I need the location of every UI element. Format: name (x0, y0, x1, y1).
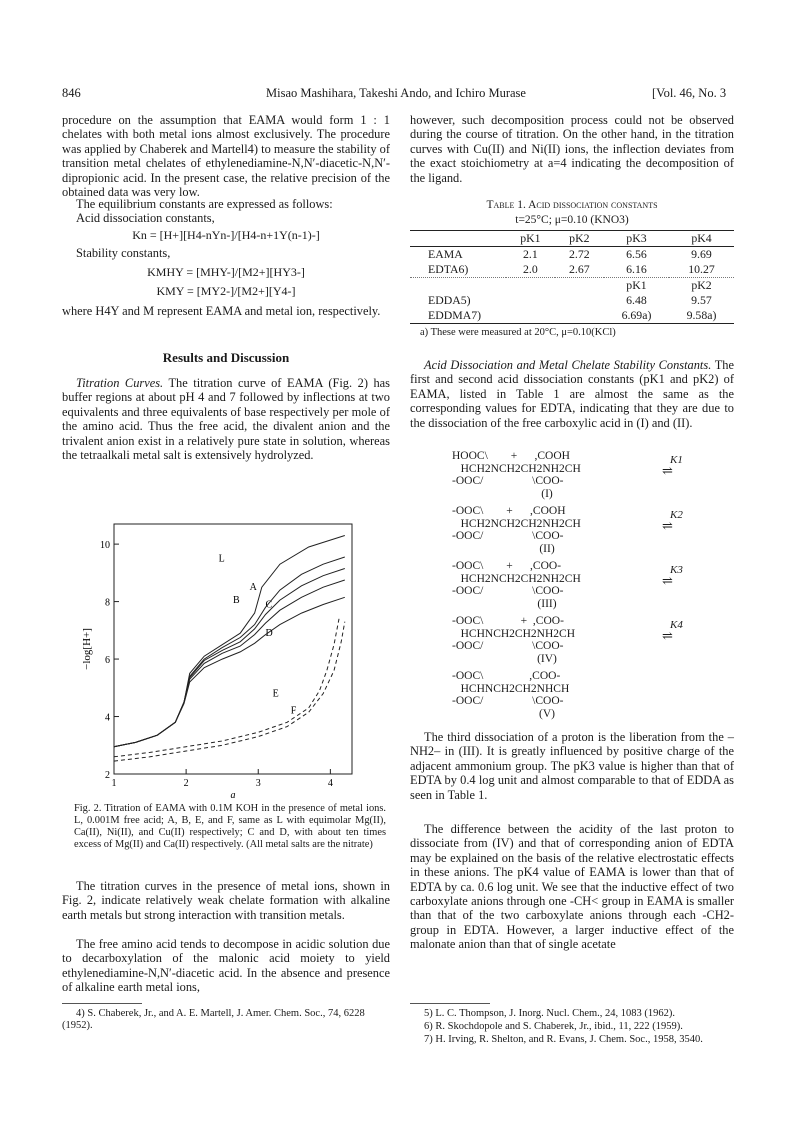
footnote-7: 7) H. Irving, R. Shelton, and R. Evans, J. Chem. Soc., 1958, 3540. (424, 1034, 703, 1045)
species-v (452, 670, 712, 725)
figure-caption: Fig. 2. Titration of EAMA with 0.1M KOH in the presence of metal ions. L, 0.001M free acid; A, B, E, and F, same as L with equimolar Mg(II), Ca(II), Ni(II), and Cu(II) respectively; C and D, with about ten times excess of Mg(II) and Ca(II) respectively. (All metal salts are the nitrate) (74, 803, 386, 850)
table-row (410, 308, 734, 324)
titration-text: The titration curve of EAMA (Fig. 2) has buffer regions at about pH 4 and 7 followed by inflections at two equivalents and three equivalents of base respectively per mole of the amino acid. Thus the free acid, the divalent anion and the trivalent anion exist in a relatively pure state in solution, whereas the tetraalkali metal salt is extensively hydrolyzed. (62, 376, 391, 463)
species-bot: -OOC/ \COO- (452, 640, 564, 652)
figure-2 (62, 510, 390, 800)
footnote-rule-right (410, 1003, 490, 1004)
series-line-d (114, 597, 345, 746)
y-axis-label: −log[H+] (81, 628, 93, 670)
table-cell: 2.0 (522, 262, 538, 276)
left-paragraph-4: Stability constants, (76, 246, 171, 260)
table-cell: 10.27 (688, 262, 715, 276)
left-paragraph-3: Acid dissociation constants, (76, 211, 215, 225)
table-header-row (410, 231, 734, 247)
equation-kmhy: KMHY = [MHY-]/[M2+][HY3-] (147, 265, 305, 279)
table-cell: 6.16 (626, 262, 647, 276)
subheading-acid-dissociation: Acid Dissociation and Metal Chelate Stability Constants. (424, 358, 712, 372)
species-mid: HCHNCH2CH2NH2CH (452, 627, 575, 640)
series-label-e: E (272, 688, 279, 700)
series-line-a (114, 557, 345, 747)
species-top: HOOC\ + ,COOH (452, 450, 570, 462)
table-header-cell: pK1 (520, 231, 541, 245)
equation-kmy: KMY = [MY2-]/[M2+][Y4-] (156, 284, 296, 298)
y-tick-label: 2 (105, 770, 110, 781)
series-label-b: B (233, 595, 240, 607)
x-tick-label: 3 (255, 778, 261, 789)
table-cell: 9.69 (691, 247, 712, 261)
species-ii (452, 505, 712, 560)
table-header-cell (555, 278, 604, 294)
series-label-f: F (290, 705, 297, 717)
running-head-authors: Misao Mashihara, Takeshi Ando, and Ichiro Murase (266, 86, 526, 100)
table-header-cell: pK2 (569, 231, 590, 245)
species-top: -OOC\ + ,COO- (452, 615, 564, 627)
y-tick-label: 8 (105, 597, 110, 609)
table-row (410, 293, 734, 308)
footnote-5: 5) L. C. Thompson, J. Inorg. Nucl. Chem., 24, 1083 (1962). (424, 1008, 676, 1019)
series-line-l (114, 536, 345, 747)
volume-info: [Vol. 46, No. 3 (652, 86, 727, 100)
table-cell (506, 293, 555, 308)
species-label: (I) (541, 487, 553, 500)
species-label: (IV) (537, 652, 557, 665)
species-mid: HCHNCH2CH2NHCH (452, 682, 570, 695)
table-cell (555, 293, 604, 308)
footnote-6: 6) R. Skochdopole and S. Chaberek, Jr., ibid., 11, 222 (1959). (424, 1021, 683, 1032)
y-tick-label: 4 (105, 712, 110, 724)
series-line-b (114, 569, 345, 747)
table-cell: 2.1 (522, 247, 538, 261)
species-bot: -OOC/ \COO- (452, 585, 564, 597)
species-mid: HCH2NCH2CH2NH2CH (452, 517, 581, 530)
x-tick-label: 2 (183, 778, 189, 789)
table-cell (506, 308, 555, 324)
series-line-f (114, 622, 345, 761)
right-paragraph-3: The third dissociation of a proton is the liberation from the –NH2– in (III). It is greatly influenced by positive charge of the adjacent ammonium group. The pK3 value is higher than that of EDTA by 0.4 log unit and almost comparable to that of EDDA as seen in Table 1. (410, 730, 734, 802)
left-paragraph-7: The titration curves in the presence of metal ions, shown in Fig. 2, indicate relatively weak chelate formation with alkaline earth metals but strong interaction with transition metals. (62, 879, 390, 922)
equilibrium-constant: K3 (670, 564, 683, 576)
table-cell: EDDA5) (428, 293, 471, 307)
acid-dissociation-text: The first and second acid dissociation constants (pK1 and pK2) of EAMA, listed in Table 1 are almost the same as the corresponding values for EDTA, indicating that they are due to the dissociation of the free carboxylic acid in (I) and (II). (410, 358, 734, 430)
species-label: (II) (539, 542, 555, 555)
species-i (452, 450, 712, 505)
table-cell: 6.56 (626, 247, 647, 261)
page-number: 846 (62, 86, 81, 100)
series-line-c (114, 580, 345, 747)
species-bot: -OOC/ \COO- (452, 475, 564, 487)
series-label-c: C (265, 599, 273, 611)
table-cell: EAMA (428, 247, 463, 261)
equilibrium-constant: K4 (670, 619, 683, 631)
titration-chart (62, 510, 390, 800)
table-cell: 6.69a) (621, 308, 652, 322)
right-paragraph-2 (410, 358, 734, 430)
species-label: (III) (537, 597, 557, 610)
footnote-rule-left (62, 1003, 142, 1004)
table-row (410, 262, 734, 278)
footnote-4: 4) S. Chaberek, Jr., and A. E. Martell, J. Amer. Chem. Soc., 74, 6228 (1952). (62, 1008, 365, 1032)
y-tick-label: 10 (100, 540, 110, 552)
left-paragraph-6 (62, 376, 390, 462)
table-cell (555, 308, 604, 324)
species-mid: HCH2NCH2CH2NH2CH (452, 572, 581, 585)
table-header-row (410, 278, 734, 294)
table-header-cell (410, 231, 506, 247)
equation-kn: Kn = [H+][H4-nYn-]/[H4-n+1Y(n-1)-] (132, 228, 320, 242)
species-top: -OOC\ + ,COOH (452, 505, 566, 517)
table-header-cell: pK2 (691, 278, 712, 292)
left-paragraph-1: procedure on the assumption that EAMA would form 1 : 1 chelates with both metal ions almost exclusively. The procedure was applied by Chaberek and Martell4) to measure the stability of transition metal chelates of ethylenediamine-N,N′-diacetic-N,N′-dipropionic acid. In the present case, the relative precision of the obtained data was very low. (62, 113, 390, 200)
species-bot: -OOC/ \COO- (452, 530, 564, 542)
table-row (410, 247, 734, 263)
species-mid: HCH2NCH2CH2NH2CH (452, 462, 581, 475)
left-paragraph-2: The equilibrium constants are expressed as follows: (76, 197, 333, 211)
species-block (452, 450, 712, 725)
equilibrium-constant: K2 (670, 509, 683, 521)
table-cell: 2.72 (569, 247, 590, 261)
table-cell: 6.48 (626, 293, 647, 307)
left-paragraph-5: where H4Y and M represent EAMA and metal ion, respectively. (62, 304, 381, 318)
table-header-cell: pK4 (691, 231, 712, 245)
table-cell: 2.67 (569, 262, 590, 276)
table-cell: 9.57 (691, 293, 712, 307)
species-iv (452, 615, 712, 670)
table-conditions: t=25°C; μ=0.10 (KNO3) (515, 214, 629, 226)
right-paragraph-1: however, such decomposition process could not be observed during the course of titration. On the other hand, in the titration curves with Cu(II) and Ni(II) ions, the inflection deviates from the exact stoichiometry at a=4 indicating the decomposition of the ligand. (410, 113, 734, 185)
x-axis-label: a (230, 790, 236, 800)
equilibrium-arrow: ⇌ (662, 628, 673, 643)
table-title: Table 1. Acid dissociation constants (486, 199, 658, 211)
table-1 (410, 230, 734, 339)
species-bot: -OOC/ \COO- (452, 695, 564, 707)
series-label-a: A (249, 582, 257, 594)
table-header-cell (410, 278, 506, 294)
subheading-titration-curves: Titration Curves. (76, 376, 164, 390)
series-label-d: D (265, 628, 273, 640)
species-label: (V) (539, 707, 555, 720)
x-tick-label: 1 (111, 778, 117, 789)
series-line-e (114, 619, 339, 757)
table-header-cell: pK1 (626, 278, 647, 292)
species-top: -OOC\ ,COO- (452, 670, 561, 682)
table-cell: 9.58a) (686, 308, 717, 322)
table-footnote: a) These were measured at 20°C, μ=0.10(KCl) (420, 327, 616, 338)
series-label-l: L (218, 553, 225, 565)
species-iii (452, 560, 712, 615)
table-cell: EDTA6) (428, 262, 469, 276)
y-tick-label: 6 (105, 655, 110, 667)
equilibrium-arrow: ⇌ (662, 463, 673, 478)
table-cell: EDDMA7) (428, 308, 482, 322)
table-header-cell: pK3 (626, 231, 647, 245)
equilibrium-arrow: ⇌ (662, 573, 673, 588)
left-paragraph-8: The free amino acid tends to decompose in acidic solution due to decarboxylation of the malonic acid moiety to yield ethylenediamine-N,N′-diacetic acid. In the absence and presence of alkaline earth metal ions, (62, 937, 390, 995)
right-paragraph-4: The difference between the acidity of the last proton to dissociate from (IV) and that of corresponding anion of EDTA may be explained on the basis of the relative electrostatic effects in these anions. The pK4 value of EAMA is lower than that of EDTA by ca. 0.6 log unit. We see that the inductive effect of two carboxylate anions through one -CH< group in EAMA is smaller than that of the two carboxylate anions through each -CH2- group in EDTA. However, a larger inductive effect of the malonate anion than that of single acetate (410, 822, 734, 952)
table-header-cell (506, 278, 555, 294)
species-top: -OOC\ + ,COO- (452, 560, 562, 572)
equilibrium-constant: K1 (670, 454, 683, 466)
x-tick-label: 4 (327, 778, 333, 789)
equilibrium-arrow: ⇌ (662, 518, 673, 533)
section-heading: Results and Discussion (162, 350, 290, 365)
